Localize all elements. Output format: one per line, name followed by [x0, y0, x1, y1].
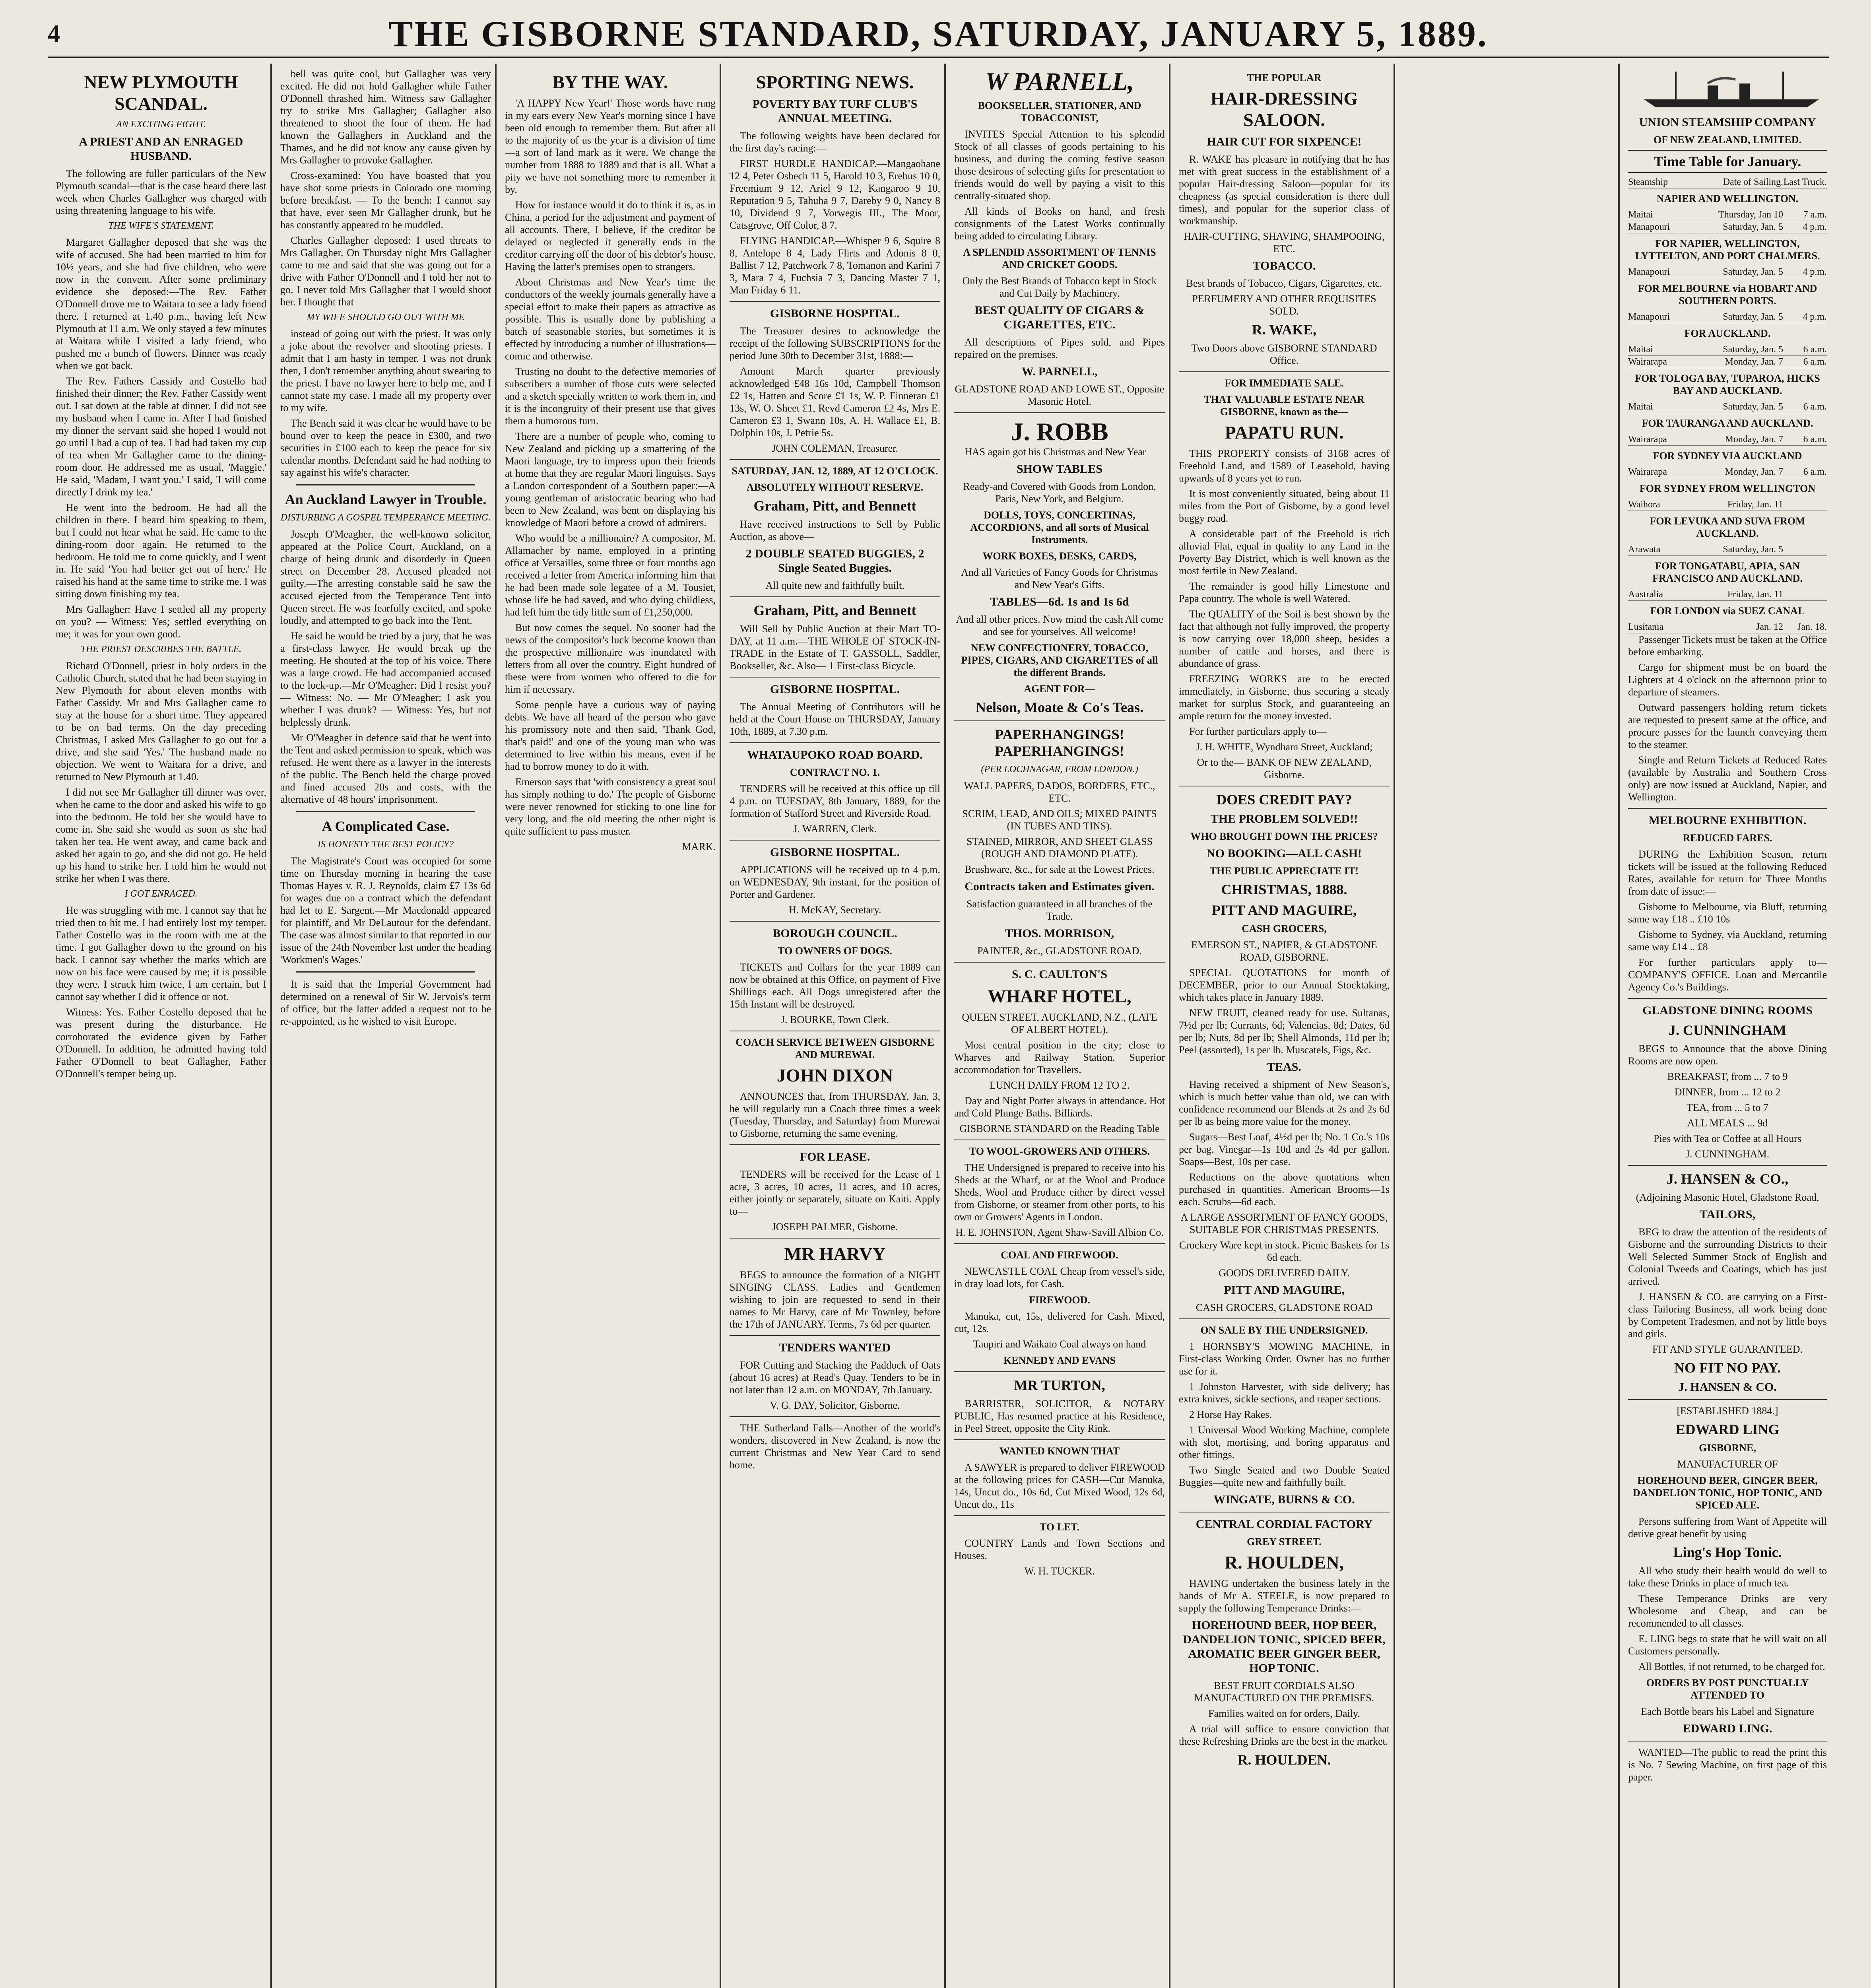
ad-item: 2 DOUBLE SEATED BUGGIES, 2 Single Seated Buggies.	[745, 547, 924, 575]
article-subhead: A PRIEST AND AN ENRAGED HUSBAND.	[79, 135, 243, 163]
paragraph: 2 Horse Hay Rakes.	[1189, 1409, 1272, 1420]
firm-name: J. CUNNINGHAM	[1669, 1022, 1786, 1038]
paragraph: The Annual Meeting of Contributors will be held at the Court House on THURSDAY, January 10th, 1889, at 7.30 p.m.	[730, 701, 940, 737]
paragraph: I did not see Mr Gallagher till dinner was over, when he came to the door and asked his wife to go into the bedroom. He told her she would have to come in. She said she would as soon as she had taken her tea. He went away, and came back and asked her again to go, and she did not go. He held up his hand to strike her. I told him he would not strike her when I was there.	[56, 786, 266, 884]
ad-heading: TO WOOL-GROWERS AND OTHERS.	[969, 1145, 1150, 1157]
ad-heading: MELBOURNE EXHIBITION.	[1648, 814, 1807, 827]
route-heading: FOR SYDNEY FROM WELLINGTON	[1639, 483, 1816, 494]
paragraph: For further particulars apply to— COMPANY'S OFFICE. Loan and Mercantile Agency Co.'s Buildings.	[1628, 957, 1827, 993]
firm-subtitle: CASH GROCERS,	[1242, 923, 1327, 934]
firm-subtitle: GREY STREET.	[1247, 1536, 1322, 1547]
ad-heading: A SPLENDID ASSORTMENT OF TENNIS AND CRICKET GOODS.	[963, 247, 1156, 270]
paragraph: GOODS DELIVERED DAILY.	[1219, 1267, 1350, 1279]
signature: Or to the— BANK OF NEW ZEALAND, Gisborne.	[1197, 757, 1372, 780]
column-rule	[270, 64, 272, 1988]
address: GLADSTONE ROAD AND LOWE ST., Opposite Masonic Hotel.	[955, 383, 1165, 407]
firm-name: EDWARD LING.	[1683, 1722, 1772, 1735]
signature: JOHN COLEMAN, Treasurer.	[772, 443, 898, 454]
firm-name: PITT AND MAGUIRE,	[1224, 1283, 1345, 1297]
column-rule	[1169, 64, 1170, 1988]
signature: J. BOURKE, Town Clerk.	[780, 1014, 889, 1025]
firm-name: J. HANSEN & CO.	[1678, 1380, 1777, 1394]
route-heading: FOR LEVUKA AND SUVA FROM AUCKLAND.	[1650, 515, 1805, 539]
ad-heading: SATURDAY, JAN. 12, 1889, AT 12 O'CLOCK.	[732, 465, 938, 477]
paragraph: Manuka, cut, 15s, delivered for Cash. Mixed, cut, 12s.	[954, 1310, 1165, 1334]
timetable-row: Australia Friday, Jan. 11	[1628, 588, 1827, 601]
column-rule	[720, 64, 721, 1988]
paragraph: How for instance would it do to think it is, as in China, a period for the adjustment and payment of all accounts. There, I believe, if the creditor be delayed or neglected it generally ends in the creditor carrying off the door of his debtor's house. Having the latter's premises open to strangers.	[505, 199, 716, 272]
menu-line: TEA, from ... 5 to 7	[1687, 1102, 1768, 1113]
timetable-row: Manapouri Saturday, Jan. 5 4 p.m.	[1628, 221, 1827, 233]
ad-heading: NO BOOKING—ALL CASH!	[1206, 847, 1362, 860]
section-headline: SPORTING NEWS.	[756, 72, 914, 92]
paragraph: DURING the Exhibition Season, return tickets will be issued at the following Reduced Rates, available for return for Three Months from date of issue:—	[1628, 848, 1827, 897]
ad-heading: DOLLS, TOYS, CONCERTINAS, ACCORDIONS, and all sorts of Musical Instruments.	[970, 509, 1149, 546]
ad-heading: GISBORNE HOSPITAL.	[770, 683, 900, 696]
section-heading: MY WIFE SHOULD GO OUT WITH ME	[307, 312, 465, 322]
paragraph: FOR Cutting and Stacking the Paddock of Oats (about 16 acres) at Read's Quay. Tenders to be in not later than 12 a.m. on MONDAY, 7th January.	[730, 1359, 940, 1396]
ad-heading: BEST QUALITY OF CIGARS & CIGARETTES, ETC.	[974, 304, 1145, 331]
paragraph: Margaret Gallagher deposed that she was the wife of accused. She had been married to him for 10½ years, and she had five children, who were now in the convent. After some preliminary evidence she deposed:—The Rev. Father O'Donnell drove me to Waitara to see a lady friend there. I returned at 1.40 p.m., having left New Plymouth at 11 a.m. We only stayed a few minutes at Waitara while I visited a lady friend, who pushed me a bunch of flowers. Dinner was ready when we got back.	[56, 237, 266, 371]
ad-heading: THE PROBLEM SOLVED!!	[1210, 812, 1358, 825]
menu-line: ALL MEALS ... 9d	[1687, 1117, 1768, 1129]
signature: J. CUNNINGHAM.	[1685, 1148, 1770, 1160]
section-heading: THE PRIEST DESCRIBES THE BATTLE.	[80, 644, 242, 654]
paragraph: A LARGE ASSORTMENT OF FANCY GOODS, SUITABLE FOR CHRISTMAS PRESENTS.	[1180, 1211, 1388, 1235]
paragraph: BEGS to Announce that the above Dining Rooms are now open.	[1628, 1043, 1827, 1067]
paragraph: The Magistrate's Court was occupied for some time on Thursday morning in hearing the case Thomas Hayes v. R. J. Reynolds, claim £7 13s 6d for wages due on a contract which the defendant had let to E. Sargent.—Mr Macdonald appeared for plaintiff, and Mr DeLautour for the defendant. The case was almost similar to that reported in our issue of the 24th November last under the heading 'Workmen's Wages.'	[280, 855, 491, 965]
paragraph: Gisborne to Sydney, via Auckland, returning same way £14 .. £8	[1628, 929, 1827, 953]
firm-name: EDWARD LING	[1675, 1421, 1780, 1437]
paragraph: [ESTABLISHED 1884.]	[1677, 1405, 1778, 1417]
address: QUEEN STREET, AUCKLAND, N.Z., (LATE OF ALBERT HOTEL).	[962, 1011, 1157, 1035]
signature: H. McKAY, Secretary.	[788, 904, 881, 916]
route-heading: FOR TAURANGA AND AUCKLAND.	[1642, 417, 1813, 429]
paragraph: E. LING begs to state that he will wait on all Customers personally.	[1628, 1633, 1827, 1657]
paragraph: About Christmas and New Year's time the conductors of the weekly journals generally have a special effort to make their papers as attractive as possible. This is usually done by publishing a batch of seasonable stories, but sometimes it is effected by introducing a number of illustrations—comic and otherwise.	[505, 276, 716, 362]
paragraph: The following are fuller particulars of the New Plymouth scandal—that is the case heard there last week when Charles Gallagher was charged with using threatening language to his wife.	[56, 168, 266, 216]
ad-heading: TABLES—6d. 1s and 1s 6d	[990, 595, 1129, 608]
article-headline: A Complicated Case.	[322, 818, 450, 834]
address: (Adjoining Masonic Hotel, Gladstone Road,	[1636, 1192, 1819, 1203]
newspaper-title: THE GISBORNE STANDARD, SATURDAY, JANUARY 5, 1889.	[388, 14, 1488, 54]
paragraph: FLYING HANDICAP.—Whisper 9 6, Squire 8 8, Antelope 8 4, Lady Flirts and Adonis 8 0, Ballist 7 12, Patchwork 7 8, Tomanon and Karini 7 3, Mara 7 4, Fuchsia 7 3, Dancing Master 7 1, Man Friday 6 11.	[730, 235, 940, 296]
ad-heading: FOR IMMEDIATE SALE.	[1225, 377, 1344, 389]
ad-subheading: (PER LOCHNAGAR, FROM LONDON.)	[981, 764, 1138, 775]
ad-heading: PAPATU RUN.	[1225, 422, 1344, 443]
paragraph: Joseph O'Meagher, the well-known solicitor, appeared at the Police Court, Auckland, on a charge of being drunk and disorderly in Queen street on December 28. Accused pleaded not guilty.—The arresting constable said he saw the accused ejected from the Temperance Tent into Queen street. He was fearfully excited, and spoke loudly, and attempted to go back into the Tent.	[280, 528, 491, 626]
paragraph: The QUALITY of the Soil is best shown by the fact that although not fully improved, the property is now carrying over 18,000 sheep, besides a number of cattle and horses, and there is abundance of grass.	[1179, 608, 1390, 669]
firm-name: J. ROBB	[1011, 417, 1108, 446]
ad-heading: FOR LEASE.	[800, 1150, 870, 1163]
ad-heading: BOROUGH COUNCIL.	[772, 927, 897, 940]
route-heading: NAPIER AND WELLINGTON.	[1656, 193, 1799, 204]
ad-heading: THE PUBLIC APPRECIATE IT!	[1209, 865, 1359, 877]
paragraph: 1 HORNSBY'S MOWING MACHINE, in First-class Working Order. Owner has no further use for it.	[1179, 1341, 1390, 1377]
ad-heading: TENDERS WANTED	[779, 1341, 891, 1354]
paragraph: MANUFACTURER OF	[1677, 1458, 1778, 1470]
paragraph: The Rev. Fathers Cassidy and Costello had finished their dinner; the Rev. Father Cassidy went out. I sat down at the table at dinner. I did not see my husband when I came in. After I had finished my dinner the servant said she hoped I would not go until I had a cup of tea. I had had taken my cup of tea when Mr Gallagher came to the dining-room door. He addressed me as usual, 'Maggie.' He said, 'Madam, I want you.' I said, 'I will come directly I drink my tea.'	[56, 375, 266, 498]
paragraph: FIT AND STYLE GUARANTEED.	[1652, 1343, 1803, 1355]
route-heading: FOR LONDON via SUEZ CANAL	[1650, 605, 1805, 617]
paragraph: instead of going out with the priest. It was only a joke about the revolver and shooting priests. I admit that I am hasty in temper. I was not drunk then, I don't remember anything about swearing to the priest. I have no lawyer here to help me, and I cannot state my case. I made all my property over to my wife.	[280, 328, 491, 414]
route-heading: FOR TONGATABU, APIA, SAN FRANCISCO AND AUCKLAND.	[1652, 560, 1803, 584]
paragraph: 1 Universal Wood Working Machine, complete with slot, mortising, and boring apparatus and other fittings.	[1179, 1424, 1390, 1460]
firm-name: KENNEDY AND EVANS	[1003, 1355, 1116, 1366]
paragraph: Reductions on the above quotations when purchased in quantities. American Brooms—1s each. Scrubs—6d each.	[1179, 1171, 1390, 1208]
timetable-row: Wairarapa Monday, Jan. 7 6 a.m.	[1628, 466, 1827, 478]
paragraph: Have received instructions to Sell by Public Auction, as above—	[730, 518, 940, 542]
paragraph: Mrs Gallagher: Have I settled all my property on you? — Witness: Yes; settled everything on me; it was for your own good.	[56, 604, 266, 640]
ad-heading: HOREHOUND BEER, GINGER BEER, DANDELION TONIC, HOP TONIC, AND SPICED ALE.	[1632, 1475, 1822, 1511]
article-subhead: DISTURBING A GOSPEL TEMPERANCE MEETING.	[280, 513, 491, 523]
paragraph: COUNTRY Lands and Town Sections and Houses.	[954, 1538, 1165, 1561]
paragraph: Two Doors above GISBORNE STANDARD Office.	[1191, 342, 1377, 366]
firm-name: MR TURTON,	[1014, 1377, 1105, 1393]
ad-heading: TO OWNERS OF DOGS.	[778, 945, 892, 957]
paragraph: Mr O'Meagher in defence said that he went into the Tent and asked permission to speak, which was refused. He went there as a lawyer in the interests of the public. The Bench held the charge proved and fined accused 20s and costs, with the alternative of 48 hours' imprisonment.	[280, 732, 491, 805]
paragraph: Witness: Yes. Father Costello deposed that he was present during the disturbance. He corroborated the evidence given by Father O'Donnell. In addition, he admitted having told Father O'Donnell to beat Gallagher, Father O'Donnell's temper being up.	[56, 1006, 266, 1079]
timetable-row: Wairarapa Monday, Jan. 7 6 a.m.	[1628, 356, 1827, 368]
signature: V. G. DAY, Solicitor, Gisborne.	[770, 1400, 900, 1411]
ad-heading: Ling's Hop Tonic.	[1673, 1544, 1782, 1560]
paragraph: Who would be a millionaire? A compositor, M. Allamacher by name, employed in a printing office at Versailles, some three or four months ago received a letter from America informing him that he had been made sole legatee of a M. Tousiet, whose life he had saved, and who dying childless, had left him the tidy little sum of £1,250,000.	[505, 532, 716, 618]
paragraph: Sugars—Best Loaf, 4½d per lb; No. 1 Co.'s 10s per bag. Vinegar—1s 10d and 2s 4d per gallon. Soaps—Best, 10s per case.	[1179, 1131, 1390, 1167]
firm-name: WINGATE, BURNS & CO.	[1213, 1493, 1355, 1506]
divider	[296, 971, 475, 973]
ad-heading: TO LET.	[1039, 1521, 1080, 1533]
paragraph: Persons suffering from Want of Appetite will derive great benefit by using	[1628, 1516, 1827, 1540]
paragraph: WALL PAPERS, DADOS, BORDERS, ETC., ETC.	[964, 780, 1155, 804]
paragraph: STAINED, MIRROR, AND SHEET GLASS (ROUGH AND DIAMOND PLATE).	[966, 836, 1153, 860]
paragraph: Two Single Seated and two Double Seated Buggies—quite new and faithfully built.	[1179, 1464, 1390, 1488]
firm-name: W. PARNELL,	[1021, 365, 1098, 378]
paragraph: SPECIAL QUOTATIONS for month of DECEMBER, prior to our Annual Stocktaking, which takes place in January 1889.	[1179, 967, 1390, 1003]
paragraph: Richard O'Donnell, priest in holy orders in the Catholic Church, stated that he had been staying in New Plymouth for about eleven months with Father Cassidy. Mr and Mrs Gallagher came to stay at the house for a short time. They appeared to be on bad terms. On the day preceding Christmas, I asked Mrs Gallagher to go out for a drive, and she said 'Yes.' The husband made no objection. We went to Waitara for a drive, and returned to New Plymouth at 1.40.	[56, 660, 266, 782]
ad-heading: CHRISTMAS, 1888.	[1221, 881, 1347, 897]
address: EMERSON ST., NAPIER, & GLADSTONE ROAD, GISBORNE.	[1191, 939, 1377, 963]
paragraph: LUNCH DAILY FROM 12 TO 2.	[989, 1079, 1130, 1091]
paragraph: Amount March quarter previously acknowledged £48 16s 10d, Campbell Thomson £2 1s, Hatten and Score £1 1s, W. P. Finneran £1 13s, W. O. Sheet £1, Revd Cameron £2 4s, Mrs E. Cameron £3 1, Swann 10s, A. H. Wallace £1, B. Dolphin 10s, J. Petrie 5s.	[730, 365, 940, 439]
paragraph: Single and Return Tickets at Reduced Rates (available by Australia and Southern Cross only) are now issued at Auckland, Napier, and Wellington.	[1628, 754, 1827, 803]
route-heading: FOR AUCKLAND.	[1684, 328, 1771, 339]
paragraph: R. WAKE has pleasure in notifying that he has met with great success in the establishment of a popular Hair-dressing Saloon—popular for its cheapness (as special consideration is there dull times), and popular for the superior class of workmanship.	[1179, 153, 1390, 227]
ad-heading: REDUCED FARES.	[1683, 832, 1772, 844]
paragraph: A SAWYER is prepared to deliver FIREWOOD at the following prices for CASH—Cut Manuka, 14s, Uncut do., 10s 6d, Cut Mixed Wood, 12s 6d, Uncut do., 11s	[954, 1462, 1165, 1510]
firm-name: MR HARVY	[784, 1244, 886, 1264]
ad-heading: COAL AND FIREWOOD.	[1001, 1249, 1118, 1261]
subheading: POVERTY BAY TURF CLUB'S ANNUAL MEETING.	[752, 97, 918, 125]
paragraph: WANTED—The public to read the print this is No. 7 Sewing Machine, on first page of this paper.	[1628, 1747, 1827, 1783]
firm-name: JOHN DIXON	[776, 1065, 893, 1085]
column-3	[505, 68, 716, 1988]
paragraph: Outward passengers holding return tickets are requested to present same at the office, and procure passes for the launch conveying them to the steamer.	[1628, 702, 1827, 750]
paragraph: BARRISTER, SOLICITOR, & NOTARY PUBLIC, Has resumed practice at his Residence, in Peel Street, opposite the City Rink.	[954, 1398, 1165, 1434]
paragraph: TICKETS and Collars for the year 1889 can now be obtained at this Office, on payment of Five Shillings each. All Dogs unregistered after the 15th Instant will be destroyed.	[730, 961, 940, 1010]
column-2	[280, 68, 491, 1988]
address: PAINTER, &c., GLADSTONE ROAD.	[977, 945, 1142, 957]
ad-heading: GISBORNE HOSPITAL.	[770, 307, 900, 320]
paragraph: Best brands of Tobacco, Cigars, Cigarettes, etc.	[1186, 278, 1382, 289]
paragraph: TENDERS will be received for the Lease of 1 acre, 3 acres, 10 acres, 11 acres, and 10 acres, either jointly or separately, situate on Kaiti. Apply to—	[730, 1169, 940, 1217]
section-heading: I GOT ENRAGED.	[124, 889, 198, 899]
column-rule	[944, 64, 946, 1988]
paragraph: 'A HAPPY New Year!' Those words have rung in my ears every New Year's morning since I have been old enough to remember them. But after all to the majority of us the year is a division of time—a sort of land mark as it were. We change the number from 1888 to 1889 and that is all. What a pity we have not something more to remember it by.	[505, 97, 716, 195]
menu-line: DINNER, from ... 12 to 2	[1674, 1086, 1781, 1098]
paragraph: FREEZING WORKS are to be erected immediately, in Gisborne, thus securing a steady market for surplus Stock, and guaranteeing an ample return for the money invested.	[1179, 673, 1390, 722]
paragraph: It is most conveniently situated, being about 11 miles from the Port of Gisborne, by a good level buggy road.	[1179, 488, 1390, 524]
paragraph: BEGS to announce the formation of a NIGHT SINGING CLASS. Ladies and Gentlemen wishing to join are requested to send in their names to Mr Harvy, care of Mr Townley, before the 17th of JANUARY. Terms, 7s 6d per quarter.	[730, 1269, 940, 1330]
ad-heading: HAIR CUT FOR SIXPENCE!	[1207, 135, 1362, 148]
firm-name: HAIR-DRESSING SALOON.	[1210, 88, 1358, 130]
ad-heading: WHARF HOTEL,	[988, 986, 1132, 1006]
ad-heading: ORDERS BY POST PUNCTUALLY ATTENDED TO	[1646, 1677, 1809, 1701]
paragraph: Day and Night Porter always in attendance. Hot and Cold Plunge Baths. Billiards.	[954, 1095, 1165, 1119]
paragraph: Passenger Tickets must be taken at the Office before embarking.	[1628, 634, 1827, 658]
paragraph: All Bottles, if not returned, to be charged for.	[1638, 1661, 1825, 1672]
author-signature: MARK.	[682, 841, 716, 852]
paragraph: INVITES Special Attention to his splendid Stock of all classes of goods pertaining to his business, and during the coming festive season those desirous of selecting gifts for presentation to friends would do well by paying a visit to this centrally-situated shop.	[954, 128, 1165, 202]
paragraph: The Bench said it was clear he would have to be bound over to keep the peace in £300, and two securities in £100 each to keep the peace for six calendar months. Defendant said he had nothing to say against his wife's character.	[280, 417, 491, 478]
signature: J. H. WHITE, Wyndham Street, Auckland;	[1196, 741, 1373, 753]
paragraph: All descriptions of Pipes sold, and Pipes repaired on the premises.	[954, 336, 1165, 360]
paragraph: Families waited on for orders, Daily.	[1208, 1708, 1360, 1719]
firm-name: R. WAKE,	[1252, 322, 1317, 338]
column-rule	[495, 64, 497, 1988]
steamship-icon	[1628, 68, 1827, 111]
page-number: 4	[48, 20, 60, 47]
paragraph: Gisborne to Melbourne, via Bluff, returning same way £18 .. £10 10s	[1628, 901, 1827, 925]
paragraph: All kinds of Books on hand, and fresh consignments of the Latest Works continually being added to circulating Library.	[954, 206, 1165, 242]
firm-name: Graham, Pitt, and Bennett	[753, 498, 916, 514]
paragraph: All who study their health would do well to take these Drinks in place of much tea.	[1628, 1565, 1827, 1589]
ad-heading: COACH SERVICE BETWEEN GISBORNE AND MUREWAI.	[736, 1037, 934, 1060]
firm-subtitle: GISBORNE,	[1699, 1442, 1756, 1454]
ad-heading: WHO BROUGHT DOWN THE PRICES?	[1190, 831, 1378, 842]
paragraph: Trusting no doubt to the defective memories of subscribers a number of those cuts were selected and a sketch specially written to work them in, and it is the incongruity of their present use that gives them a humorous turn.	[505, 366, 716, 427]
route-heading: FOR TOLOGA BAY, TUPAROA, HICKS BAY AND AUCKLAND.	[1635, 373, 1820, 396]
column-6	[1179, 68, 1390, 1988]
route-heading: FOR MELBOURNE via HOBART AND SOUTHERN PORTS.	[1638, 283, 1817, 307]
paragraph: THIS PROPERTY consists of 3168 acres of Freehold Land, and 1589 of Leasehold, having upwards of 8 years yet to run.	[1179, 448, 1390, 484]
timetable-row: Waihora Friday, Jan. 11	[1628, 499, 1827, 511]
paragraph: He was struggling with me. I cannot say that he tried then to hit me. I had entirely lost my temper. Father Costello was in the room with me at the time. I got Gallagher down to the ground on his back. I cannot say whether the marks which are now on his face were caused by me; it is possible they were. I struck him twice, I am certain, but I cannot say whether I did it offence or not.	[56, 905, 266, 1002]
paragraph: APPLICATIONS will be received up to 4 p.m. on WEDNESDAY, 9th instant, for the position of Porter and Gardener.	[730, 864, 940, 900]
paragraph: GISBORNE STANDARD on the Reading Table	[959, 1123, 1160, 1134]
paragraph: Crockery Ware kept in stock. Picnic Baskets for 1s 6d each.	[1179, 1239, 1390, 1263]
article-headline: An Auckland Lawyer in Trouble.	[285, 491, 487, 507]
paragraph: THE Sutherland Falls—Another of the world's wonders, discovered in New Zealand, is now the current Christmas and New Year Card to send home.	[730, 1422, 940, 1471]
paragraph: These Temperance Drinks are very Wholesome and Cheap, and can be recommended to all classes.	[1628, 1593, 1827, 1629]
divider	[296, 811, 475, 812]
ad-heading: SHOW TABLES	[1017, 462, 1102, 476]
paragraph: TENDERS will be received at this office up till 4 p.m. on TUESDAY, 8th January, 1889, for the formation of Stafford Street and Riverside Road.	[730, 783, 940, 819]
signature: H. E. JOHNSTON, Agent Shaw-Savill Albion Co.	[955, 1227, 1164, 1238]
paragraph: For further particulars apply to—	[1189, 726, 1327, 737]
masthead	[48, 12, 1829, 58]
paragraph: bell was quite cool, but Gallagher was very excited. He did not hold Gallagher while Father O'Donnell thrashed him. Witness saw Gallagher try to strike Mrs Gallagher; Gallagher also threatened to shoot the four of them. He had known the Gallaghers in Auckland and the Thames, and he did not know any cause given by Mrs Gallagher to provoke Gallagher.	[280, 68, 491, 166]
paragraph: THE Undersigned is prepared to receive into his Sheds at the Wharf, or at the Wool and Produce Sheds, Wool and Produce either by direct vessel from Gisborne, or steamer from other ports, to his own or Growers' Agents in London.	[954, 1162, 1165, 1223]
paragraph: Charles Gallagher deposed: I used threats to Mrs Gallagher. On Thursday night Mrs Gallagher came to me and said that she was going out for a drive with Father O'Donnell and I told her not to go. I never told Mrs Gallagher that I would shoot her. I thought that	[280, 235, 491, 308]
paragraph: There are a number of people who, coming to New Zealand and picking up a smattering of the Maori language, try to impress upon their friends at home that they are regular Maori linguists. Says a London correspondent of a Southern paper:—A young gentleman of aristocratic bearing who had been to New Zealand, was bent on displaying his knowledge of Maori before a crowd of admirers.	[505, 431, 716, 528]
ad-heading: THE POPULAR	[1247, 72, 1322, 83]
paragraph: A trial will suffice to ensure conviction that these Refreshing Drinks are the best in the market.	[1179, 1723, 1390, 1747]
paragraph: SCRIM, LEAD, AND OILS; MIXED PAINTS (IN TUBES AND TINS).	[962, 808, 1157, 832]
divider	[296, 484, 475, 485]
paragraph: PERFUMERY AND OTHER REQUISITES SOLD.	[1192, 293, 1376, 317]
paragraph: NEWCASTLE COAL Cheap from vessel's side, in dray load lots, for Cash.	[954, 1266, 1165, 1289]
ad-heading: GLADSTONE DINING ROOMS	[1642, 1004, 1813, 1017]
ad-heading: PAPERHANGINGS! PAPERHANGINGS!	[995, 726, 1124, 759]
ad-heading: Nelson, Moate & Co's Teas.	[976, 699, 1143, 715]
firm-name: R. HOULDEN,	[1224, 1552, 1344, 1573]
firm-name: R. HOULDEN.	[1237, 1752, 1331, 1768]
ad-heading: ON SALE BY THE UNDERSIGNED.	[1200, 1324, 1368, 1336]
paragraph: Having received a shipment of New Season's, which is much better value than old, we can with confidence recommend our Blends at 2s and 2s 6d per lb as being more value for the money.	[1179, 1079, 1390, 1127]
column-rule	[1618, 64, 1620, 1988]
paragraph: The following weights have been declared for the first day's racing:—	[730, 130, 940, 154]
timetable-row: Manapouri Saturday, Jan. 5 4 p.m.	[1628, 311, 1827, 323]
ad-heading: WHATAUPOKO ROAD BOARD.	[747, 748, 923, 761]
timetable-row: Maitai Saturday, Jan. 5 6 a.m.	[1628, 401, 1827, 413]
paragraph: And all other prices. Now mind the cash All come and see for yourselves. All welcome!	[956, 613, 1163, 637]
ad-heading: FIREWOOD.	[1029, 1294, 1090, 1306]
column-7	[1628, 68, 1827, 1988]
paragraph: BEST FRUIT CORDIALS ALSO MANUFACTURED ON THE PREMISES.	[1194, 1680, 1374, 1704]
ad-heading: THAT VALUABLE ESTATE NEAR GISBORNE, known as the—	[1204, 394, 1364, 417]
timetable-row: Maitai Saturday, Jan. 5 6 a.m.	[1628, 344, 1827, 356]
ad-heading: UNION STEAMSHIP COMPANY	[1639, 116, 1816, 129]
ad-heading: AGENT FOR—	[1024, 683, 1095, 695]
timetable-row: Wairarapa Monday, Jan. 7 6 a.m.	[1628, 433, 1827, 446]
signature: W. H. TUCKER.	[1024, 1565, 1095, 1577]
firm-name: THOS. MORRISON,	[1005, 927, 1114, 940]
timetable-row: Maitai Thursday, Jan 10 7 a.m.	[1628, 209, 1827, 221]
firm-name: J. HANSEN & CO.,	[1666, 1171, 1789, 1187]
paragraph: Taupiri and Waikato Coal always on hand	[973, 1338, 1146, 1350]
paragraph: HAS again got his Christmas and New Year	[965, 446, 1146, 458]
paragraph: Satisfaction guaranteed in all branches of the Trade.	[967, 898, 1153, 922]
column-4	[730, 68, 940, 1988]
paragraph: BEG to draw the attention of the residents of Gisborne and the surrounding Districts to their Well Selected Summer Stock of English and Colonial Tweeds and Coatings, which has just arrived.	[1628, 1226, 1827, 1287]
ad-heading: ABSOLUTELY WITHOUT RESERVE.	[746, 481, 924, 493]
ad-heading: TOBACCO.	[1252, 259, 1316, 272]
ad-heading: WORK BOXES, DESKS, CARDS,	[982, 550, 1137, 562]
paragraph: The Treasurer desires to acknowledge the receipt of the following SUBSCRIPTIONS for the period June 30th to December 31st, 1888:—	[730, 325, 940, 361]
signature: JOSEPH PALMER, Gisborne.	[772, 1221, 898, 1233]
timetable-title: Time Table for January.	[1628, 150, 1827, 173]
paragraph: ANNOUNCES that, from THURSDAY, Jan. 3, he will regularly run a Coach three times a week (Tuesday, Thursday, and Saturday) from Murewai to Gisborne, returning the same evening.	[730, 1091, 940, 1139]
column-5	[954, 68, 1165, 1988]
ad-heading: WANTED KNOWN THAT	[999, 1445, 1120, 1457]
firm-name: S. C. CAULTON'S	[1011, 968, 1108, 981]
paragraph: Each Bottle bears his Label and Signature	[1640, 1706, 1815, 1717]
ad-heading: CONTRACT NO. 1.	[790, 767, 880, 778]
route-heading: FOR SYDNEY VIA AUCKLAND	[1653, 450, 1802, 462]
route-heading: FOR NAPIER, WELLINGTON, LYTTELTON, AND PORT CHALMERS.	[1635, 238, 1820, 262]
timetable-row: Manapouri Saturday, Jan. 5 4 p.m.	[1628, 266, 1827, 278]
timetable-row: Arawata Saturday, Jan. 5	[1628, 544, 1827, 556]
ad-heading: OF NEW ZEALAND, LIMITED.	[1654, 134, 1801, 146]
ad-heading: Contracts taken and Estimates given.	[965, 880, 1155, 893]
article-subhead: AN EXCITING FIGHT.	[116, 119, 206, 130]
firm-name: PITT AND MAGUIRE,	[1211, 902, 1357, 918]
firm-subtitle: BOOKSELLER, STATIONER, AND TOBACCONIST,	[978, 100, 1141, 124]
paragraph: Cross-examined: You have boasted that you have shot some priests in Colorado one morning before breakfast. — To the bench: I cannot say that have, ever seen Mr Gallagher drunk, but he has constantly appeared to be muddled.	[280, 170, 491, 231]
paragraph: The remainder is good hilly Limestone and Papa country. The whole is well Watered.	[1179, 580, 1390, 604]
paragraph: He said he would be tried by a jury, that he was a first-class lawyer. He would break up the meeting. He shouted at the top of his voice. There was a large crowd. He had accompanied accused to the lock-up.—Mr O'Meagher: Did I resist you? — Witness: No. — Mr O'Meagher: I ask you whether I was drunk? — Witness: Yes, but not helplessly drunk.	[280, 630, 491, 728]
paragraph: Only the Best Brands of Tobacco kept in Stock and Cut Daily by Machinery.	[962, 275, 1157, 299]
paragraph: FIRST HURDLE HANDICAP.—Mangaohane 12 4, Peter Osbech 11 5, Harold 10 3, Erebus 10 0, Freemium 9 12, Ariel 9 12, Kangaroo 9 10, Reputation 9 5, Tahuha 9 7, Dareby 9 0, Nancy 8 10, Dividend 9 7, Vorwegis III., The Moor, Catsgrove, Off Color, 8 7.	[730, 158, 940, 231]
paragraph: 1 Johnston Harvester, with side delivery; has extra knives, sickle sections, and reaper sections.	[1179, 1381, 1390, 1405]
ad-heading: TAILORS,	[1699, 1208, 1756, 1221]
paragraph: Some people have a curious way of paying debts. We have all heard of the person who gave his promissory note and then said, 'Thank God, that's paid!' and one of the young man who was determined to live within his means, even if he had to borrow money to do it with.	[505, 699, 716, 772]
paragraph: J. HANSEN & CO. are carrying on a First-class Tailoring Business, all work being done by Competent Tradesmen, and not by little boys and girls.	[1628, 1291, 1827, 1340]
paragraph: Will Sell by Public Auction at their Mart TO-DAY, at 11 a.m.—THE WHOLE OF STOCK-IN-TRADE in the Estate of T. GASSOLL, Saddler, Bookseller, &c. Also— 1 First-class Bicycle.	[730, 623, 940, 672]
ad-heading: NO FIT NO PAY.	[1674, 1360, 1781, 1376]
paragraph: Brushware, &c., for sale at the Lowest Prices.	[965, 864, 1155, 875]
firm-name: Graham, Pitt, and Bennett	[753, 602, 916, 618]
ad-heading: NEW CONFECTIONERY, TOBACCO, PIPES, CIGARS, AND CIGARETTES of all the different Brands.	[961, 642, 1158, 678]
column-1	[56, 68, 266, 1988]
paragraph: And all Varieties of Fancy Goods for Christmas and New Year's Gifts.	[961, 567, 1158, 590]
ad-heading: TEAS.	[1267, 1060, 1301, 1074]
ad-heading: CENTRAL CORDIAL FACTORY	[1196, 1518, 1373, 1531]
paragraph: Cargo for shipment must be on board the Lighters at 4 o'clock on the afternoon prior to departure of steamers.	[1628, 662, 1827, 698]
paragraph: Most central position in the city; close to Wharves and Railway Station. Superior accommodation for Travellers.	[954, 1039, 1165, 1076]
paragraph: HAIR-CUTTING, SHAVING, SHAMPOOING, ETC.	[1184, 231, 1385, 254]
article-headline: NEW PLYMOUTH SCANDAL.	[84, 72, 238, 114]
section-heading: THE WIFE'S STATEMENT.	[108, 221, 214, 231]
article-headline: BY THE WAY.	[552, 72, 668, 92]
timetable-row: Lusitania Jan. 12 Jan. 18.	[1628, 621, 1827, 633]
paragraph: Emerson says that 'with consistency a great soul has simply nothing to do.' The people of Gisborne were never renowned for sticking to one line for very long, and the old meeting the other night is quite sufficient to pass muster.	[505, 776, 716, 837]
signature: J. WARREN, Clerk.	[793, 823, 877, 835]
paragraph: But now comes the sequel. No sooner had the news of the compositor's luck become known than the prospective millionaire was inundated with letters from all over the country. Eight hundred of these were from women who offered to die for him if necessary.	[505, 622, 716, 695]
paragraph: He went into the bedroom. He had all the children in there. I heard him speaking to them, but I could not hear what he said. He came to the dining-room door again. He returned to the bedroom. He told me to come quickly, and I went in. He said 'You had better get out of here.' He raised his hand at the same time to strike me. I was sitting down finishing my tea.	[56, 502, 266, 600]
paragraph: HAVING undertaken the business lately in the hands of Mr A. STEELE, is now prepared to supply the following Temperance Drinks:—	[1179, 1578, 1390, 1614]
address: CASH GROCERS, GLADSTONE ROAD	[1196, 1302, 1373, 1313]
ad-heading: DOES CREDIT PAY?	[1216, 792, 1352, 808]
timetable-header: Steamship Date of Sailing. Last Truck.	[1628, 176, 1827, 188]
paragraph: It is said that the Imperial Government had determined on a renewal of Sir W. Jervois's term of office, but the latter added a request not to be re-appointed, as he wished to visit Europe.	[280, 978, 491, 1027]
paragraph: Ready-and Covered with Goods from London, Paris, New York, and Belgium.	[963, 481, 1156, 505]
menu-line: BREAKFAST, from ... 7 to 9	[1667, 1071, 1788, 1082]
column-rule	[1394, 64, 1395, 1988]
ad-heading: HOREHOUND BEER, HOP BEER, DANDELION TONIC, SPICED BEER, AROMATIC BEER GINGER BEER, HOP TONIC.	[1183, 1619, 1386, 1675]
paragraph: Pies with Tea or Coffee at all Hours	[1654, 1133, 1801, 1144]
paragraph: NEW FRUIT, cleaned ready for use. Sultanas, 7½d per lb; Currants, 6d; Valencias, 8d; Dates, 6d per lb; Nuts, 8d per lb; Shell Almonds, 11d per lb; Peel (assorted), 1s per lb. Muscatels, Figs, &c.	[1179, 1007, 1390, 1056]
paragraph: All quite new and faithfully built.	[765, 580, 904, 591]
paragraph: A considerable part of the Freehold is rich alluvial Flat, equal in quality to any Land in the Poverty Bay District, which is well known as the most fertile in New Zealand.	[1179, 528, 1390, 577]
article-subhead: IS HONESTY THE BEST POLICY?	[317, 839, 454, 850]
ad-heading: GISBORNE HOSPITAL.	[770, 846, 900, 859]
firm-name: W PARNELL,	[985, 68, 1134, 95]
